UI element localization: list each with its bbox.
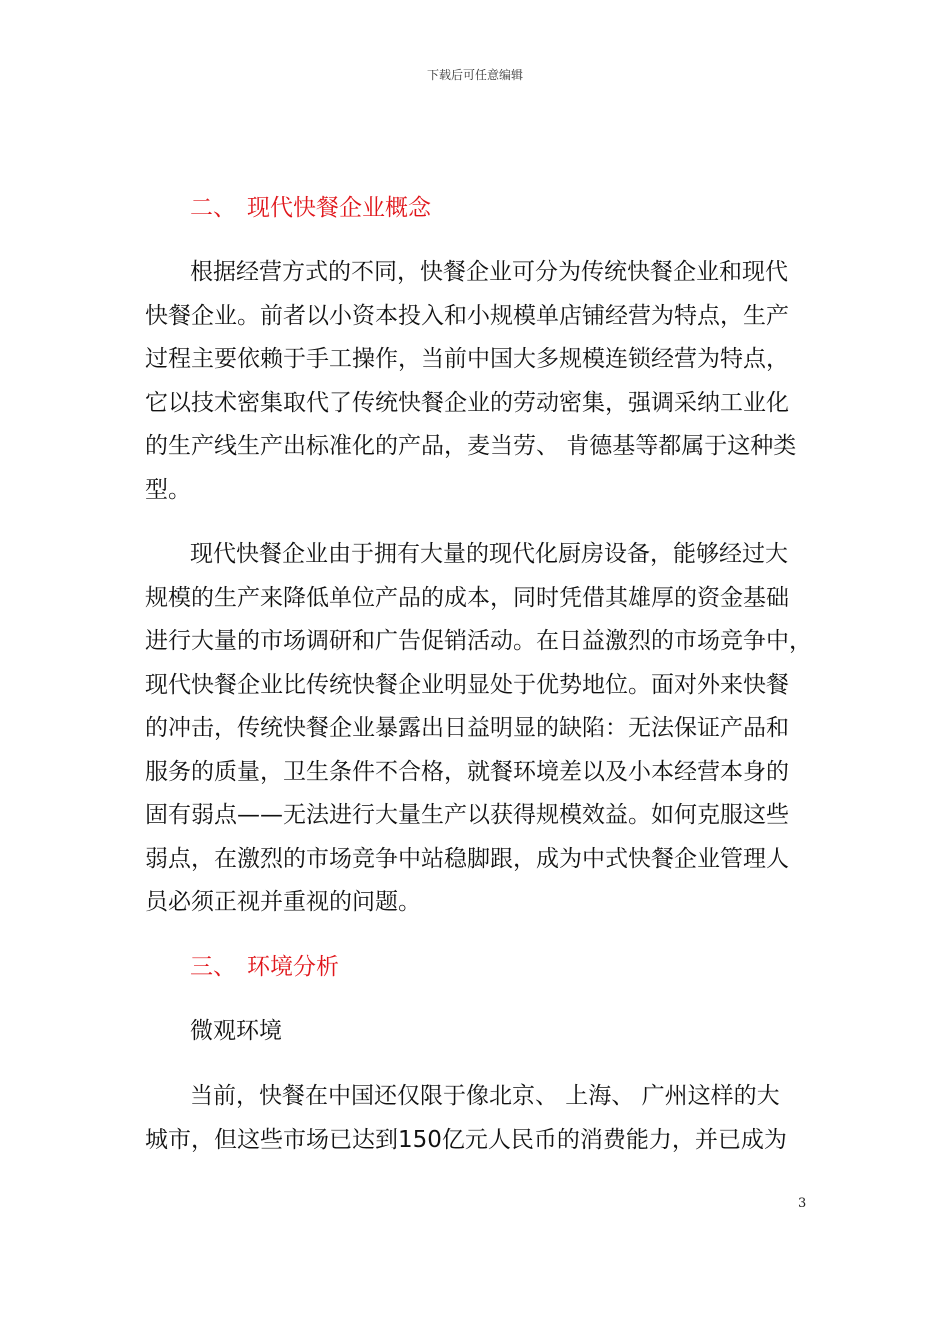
paragraph-line: 型。 — [145, 477, 191, 503]
paragraph-line: 规模的生产来降低单位产品的成本，同时凭借其雄厚的资金基础 — [145, 585, 789, 611]
page-header: 下载后可任意编辑 — [426, 68, 523, 82]
section-heading-3 — [190, 952, 339, 982]
paragraph-line: 的冲击，传统快餐企业暴露出日益明显的缺陷：无法保证产品和 — [145, 715, 789, 741]
paragraph-line: 员必须正视并重视的问题。 — [145, 889, 421, 915]
paragraph-line: 城市，但这些市场已达到150亿元人民币的消费能力，并已成为 — [145, 1127, 787, 1153]
page-number: 3 — [798, 1196, 807, 1211]
subheading: 微观环境 — [190, 1018, 282, 1044]
paragraph-line: 快餐企业。前者以小资本投入和小规模单店铺经营为特点，生产 — [145, 303, 789, 329]
section-title: 环境分析 — [247, 954, 339, 980]
paragraph-line: 过程主要依赖于手工操作，当前中国大多规模连锁经营为特点， — [145, 346, 789, 372]
paragraph-line: 服务的质量，卫生条件不合格，就餐环境差以及小本经营本身的 — [145, 759, 789, 785]
paragraph-line: 现代快餐企业比传统快餐企业明显处于优势地位。面对外来快餐 — [145, 672, 789, 698]
section-title: 现代快餐企业概念 — [247, 195, 431, 221]
paragraph-line: 弱点，在激烈的市场竞争中站稳脚跟，成为中式快餐企业管理人 — [145, 846, 789, 872]
paragraph-line: 的生产线生产出标准化的产品，麦当劳、 肯德基等都属于这种类 — [145, 433, 797, 459]
section-number: 二、 — [190, 195, 236, 221]
section-heading-2 — [190, 193, 431, 223]
paragraph-line: 根据经营方式的不同，快餐企业可分为传统快餐企业和现代 — [190, 259, 788, 285]
paragraph-line: 当前，快餐在中国还仅限于像北京、 上海、 广州这样的大 — [190, 1083, 780, 1109]
section-number: 三、 — [190, 954, 236, 980]
paragraph-line: 现代快餐企业由于拥有大量的现代化厨房设备，能够经过大 — [190, 541, 788, 567]
paragraph-line: 固有弱点——无法进行大量生产以获得规模效益。如何克服这些 — [145, 802, 789, 828]
paragraph-line: 进行大量的市场调研和广告促销活动。在日益激烈的市场竞争中， — [145, 628, 812, 654]
paragraph-line: 它以技术密集取代了传统快餐企业的劳动密集，强调采纳工业化 — [145, 390, 789, 416]
